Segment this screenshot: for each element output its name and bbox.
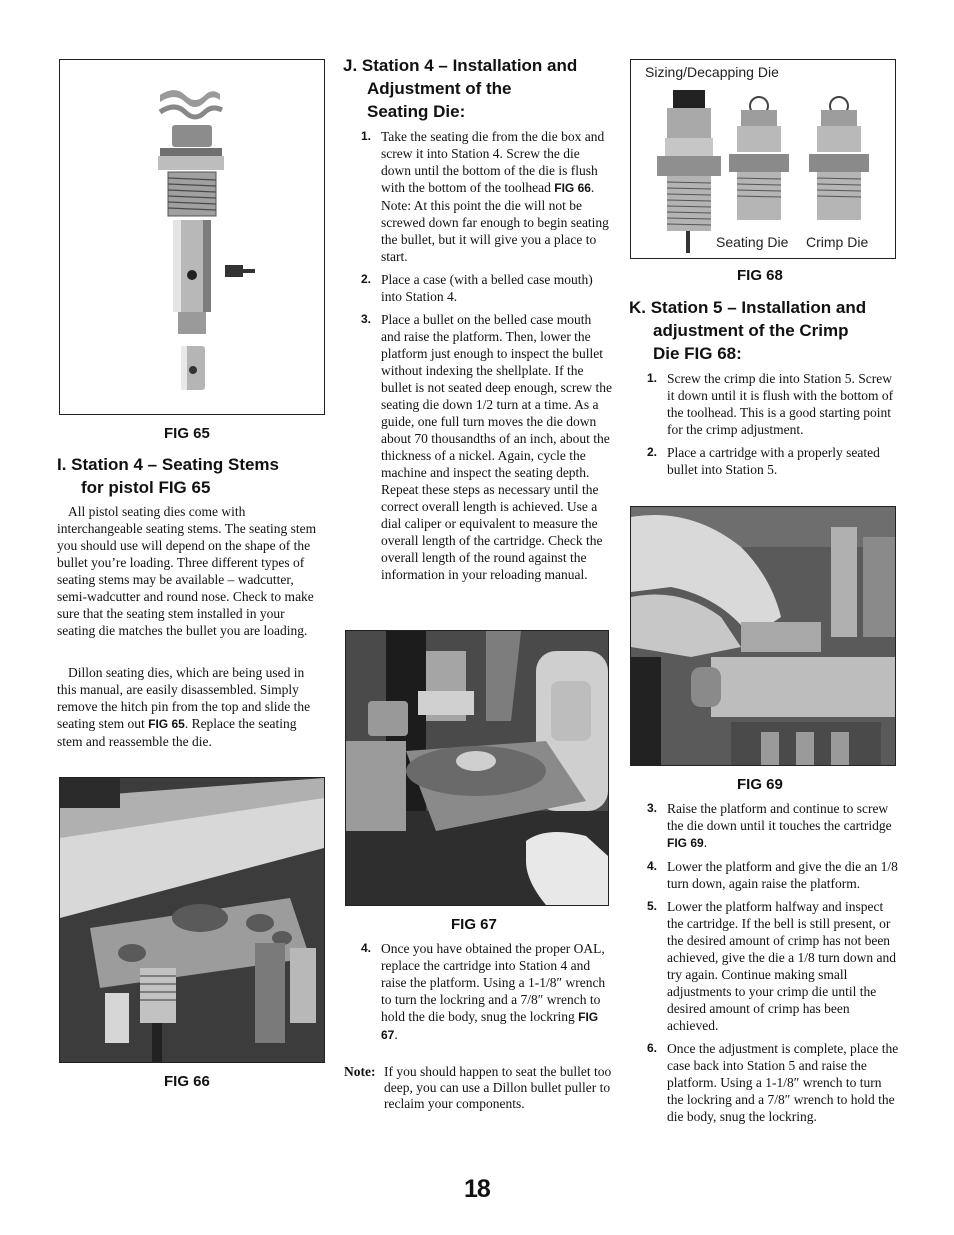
fig65-caption: FIG 65	[164, 425, 210, 442]
fig68-photo	[630, 59, 896, 259]
fig65-reference: FIG 65	[148, 717, 185, 731]
fig66-caption: FIG 66	[164, 1073, 210, 1090]
section-i-paragraph-2-tail: . Replace the seating stem and reassemble the die.	[57, 716, 297, 749]
toolhead-underside-illustration	[60, 778, 324, 1062]
section-k-step-1	[645, 370, 899, 438]
section-k-step-2	[645, 444, 899, 478]
section-j-step-1-text: Take the seating die from the die box and screw it into Station 4. Screw the die down until the bottom of the die is flush with the bottom of the toolhead	[381, 129, 605, 195]
step-number: 1.	[647, 371, 658, 385]
step-number: 5.	[647, 899, 658, 913]
note-label: Note:	[344, 1064, 376, 1079]
step-number: 4.	[647, 859, 658, 873]
press-lockring-illustration	[346, 631, 608, 905]
section-i-paragraph-2	[57, 664, 325, 750]
section-j-title-line2: Adjustment of the	[367, 79, 512, 98]
section-j-heading	[343, 54, 613, 123]
section-i-title-line2: for pistol FIG 65	[81, 478, 211, 497]
fig69-reference: FIG 69	[667, 836, 704, 850]
section-k-title-line3: Die FIG 68:	[653, 344, 742, 363]
step-number: 2.	[647, 445, 658, 459]
section-j-step-4	[359, 940, 613, 1044]
section-k-steps-1-2	[645, 370, 899, 484]
section-k-step-5	[645, 898, 899, 1034]
section-k-title-line1: K. Station 5 – Installation and	[629, 298, 867, 317]
section-k-step-3	[645, 800, 899, 852]
section-j-step-2	[359, 271, 613, 305]
section-j-step-2-text: Place a case (with a belled case mouth) into Station 4.	[381, 272, 593, 304]
fig69-photo	[630, 506, 896, 766]
section-k-step-2-text: Place a cartridge with a properly seated bullet into Station 5.	[667, 445, 880, 477]
section-k-step-3-text: Raise the platform and continue to screw the die down until it touches the cartridge	[667, 801, 892, 833]
fig67-photo	[345, 630, 609, 906]
section-j-step-1-tail: . Note: At this point the die will not be screwed down far enough to begin seating the bullet, but it will give you a place to start.	[381, 180, 609, 264]
section-j-title-line3: Seating Die:	[367, 102, 466, 121]
section-k-step-5-text: Lower the platform halfway and inspect the cartridge. If the bell is still present, or the desired amount of crimp has not been achieved, give the die a 1/8 turn down and try again. Continue making small adjustments to your crimp die until the desired amount of crimp has been achieved.	[667, 899, 897, 1033]
crimp-die-adjustment-illustration	[631, 507, 895, 765]
step-number: 1.	[361, 129, 372, 143]
section-i-paragraph-1	[57, 503, 325, 639]
step-number: 3.	[647, 801, 658, 815]
section-j-step-4-tail: .	[394, 1027, 398, 1042]
step-number: 6.	[647, 1041, 658, 1055]
section-k-step-6-text: Once the adjustment is complete, place the case back into Station 5 and raise the platform. Using a 1-1/8″ wrench to turn the lockring and a 7/8″ wrench to hold the die body, snug the lockring.	[667, 1041, 899, 1124]
section-i-heading	[57, 453, 327, 499]
section-j-step-3	[359, 311, 613, 583]
section-j-step-3-text: Place a bullet on the belled case mouth and raise the platform. Then, lower the platform just enough to inspect the bullet without indexing the shellplate. If the bullet is not seated deep enough, screw the seating die down 1/2 turn at a time. As a guide, one full turn moves the die down about 70 thousandths of an inch, about the thickness of a nickel. Again, cycle the machine and inspect the seating depth. Repeat these steps as necessary until the correct overall length is achieved. Use a dial caliper or equivalent to measure the overall length of the cartridge. Check the overall length of the round against the information in your reloading manual.	[381, 312, 612, 582]
section-i-title-line1: I. Station 4 – Seating Stems	[57, 455, 280, 474]
section-i-paragraph-2-text: Dillon seating dies, which are being used in this manual, are easily disassembled. Simply remove the hitch pin from the top and slide the seating stem out	[57, 665, 311, 731]
section-k-step-4-text: Lower the platform and give the die an 1/8 turn down, again raise the platform.	[667, 859, 898, 891]
fig66-reference: FIG 66	[554, 181, 591, 195]
section-j-title-line1: J. Station 4 – Installation and	[343, 56, 578, 75]
seating-die-exploded-illustration	[60, 60, 324, 414]
fig67-reference: FIG 67	[381, 1010, 599, 1042]
section-j-steps-1-3	[359, 128, 613, 589]
section-j-steps-4	[359, 940, 613, 1050]
section-k-step-6	[645, 1040, 899, 1125]
fig69-caption: FIG 69	[737, 776, 783, 793]
fig66-photo	[59, 777, 325, 1063]
fig68-caption: FIG 68	[737, 267, 783, 284]
section-i-paragraph-1-text: All pistol seating dies come with interchangeable seating stems. The seating stem you should use will depend on the shape of the bullet you’re loading. Three different types of seating stems may be available – wadcutter, semi-wadcutter and round nose. Check to make sure that the seating stem installed in your seating die matches the bullet you are loading.	[57, 504, 317, 638]
section-j-step-1	[359, 128, 613, 265]
section-j-note	[344, 1064, 614, 1112]
section-k-step-4	[645, 858, 899, 892]
page-number: 18	[464, 1175, 490, 1203]
section-k-steps-3-6	[645, 800, 899, 1131]
section-k-heading	[629, 296, 909, 365]
step-number: 4.	[361, 941, 372, 955]
note-text: If you should happen to seat the bullet too deep, you can use a Dillon bullet puller to reclaim your components.	[384, 1064, 612, 1111]
section-k-title-line2: adjustment of the Crimp	[653, 321, 849, 340]
three-dies-illustration	[631, 60, 895, 258]
fig65-photo	[59, 59, 325, 415]
fig67-caption: FIG 67	[451, 916, 497, 933]
section-j-step-4-text: Once you have obtained the proper OAL, replace the cartridge into Station 4 and raise the platform. Using a 1-1/8″ wrench to turn the lockring and a 7/8″ wrench to hold the die body, snug the lockring	[381, 941, 606, 1024]
crimp-die-label: Crimp Die	[806, 234, 869, 250]
seating-die-label: Seating Die	[716, 234, 789, 250]
step-number: 3.	[361, 312, 372, 326]
sizing-decapping-die-label: Sizing/Decapping Die	[645, 64, 779, 80]
section-k-step-3-tail: .	[703, 835, 708, 850]
section-k-step-1-text: Screw the crimp die into Station 5. Screw it down until it is flush with the bottom of the toolhead. This is a good starting point for the crimp adjustment.	[667, 371, 894, 437]
step-number: 2.	[361, 272, 372, 286]
